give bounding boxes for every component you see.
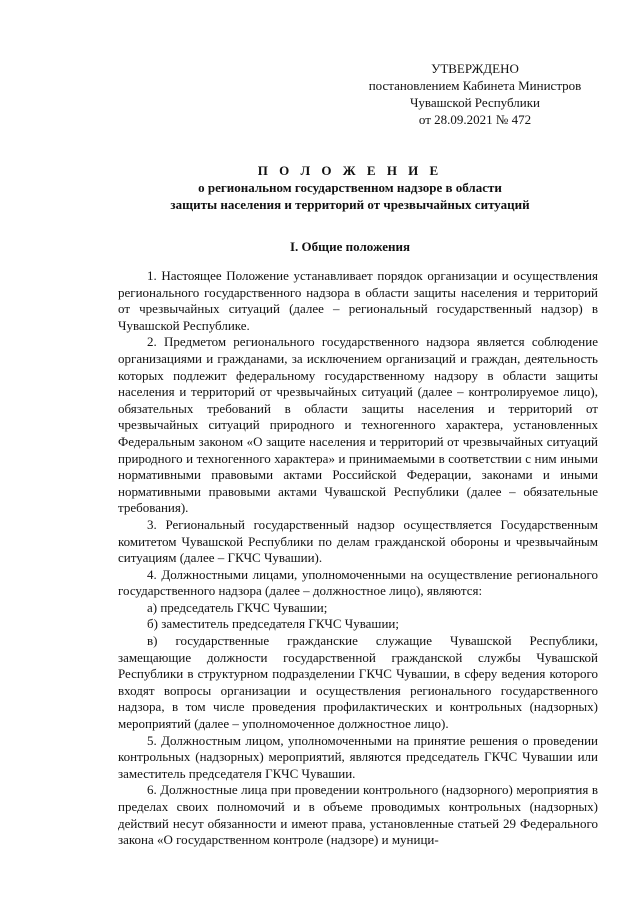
approval-stamp xyxy=(330,60,620,128)
paragraph-3: 3. Региональный государственный надзор осуществляется Государственным комитетом Чувашской Республики по делам гражданской обороны и чрезвычайным ситуациям (далее – ГКЧС Чувашии). xyxy=(118,516,598,566)
paragraph-4: 4. Должностными лицами, уполномоченными на осуществление регионального государственного надзора (далее – должностное лицо), являются: xyxy=(118,566,598,599)
list-item-b: б) заместитель председателя ГКЧС Чувашии; xyxy=(147,616,399,632)
approval-authority: постановлением Кабинета Министров xyxy=(368,78,582,93)
approval-region: Чувашской Республики xyxy=(409,95,541,110)
document-body xyxy=(118,268,598,849)
section-heading: I. Общие положения xyxy=(290,239,410,254)
paragraph-5: 5. Должностным лицом, уполномоченными на принятие решения о проведении контрольных (надзорных) мероприятий, являются председатель ГКЧС Чувашии или заместитель председателя ГКЧС Чувашии. xyxy=(118,732,598,781)
document-subtitle-line-1: о региональном государственном надзоре в области xyxy=(198,180,502,195)
document-title-block xyxy=(80,162,620,213)
paragraph-1: 1. Настоящее Положение устанавливает порядок организации и осуществления регионального государственного надзора в области защиты населения и территорий от чрезвычайных ситуаций (далее – региональный государственный надзор) в Чувашской Республике. xyxy=(118,268,598,333)
document-title: П О Л О Ж Е Н И Е xyxy=(257,163,443,178)
paragraph-6: 6. Должностные лица при проведении контрольного (надзорного) мероприятия в пределах своих полномочий и в объеме проводимых контрольных (надзорных) действий несут обязанности и имеют права, установленные статьей 29 Федерального закона «О государственном контроле (надзоре) и муници- xyxy=(118,782,598,848)
document-subtitle-line-2: защиты населения и территорий от чрезвычайных ситуаций xyxy=(170,197,530,212)
approval-title: УТВЕРЖДЕНО xyxy=(431,61,519,76)
list-item-v: в) государственные гражданские служащие Чувашской Республики, замещающие должности государственной гражданской службы Чувашской Республики в структурном подразделении ГКЧС Чувашии, в сферу ведения которого входят вопросы организации и осуществления регионального государственного надзора, в том числе проведения профилактических и контрольных (надзорных) мероприятий (далее – уполномоченное должностное лицо). xyxy=(118,633,598,732)
approval-date-number: от 28.09.2021 № 472 xyxy=(418,112,532,127)
paragraph-2: 2. Предметом регионального государственного надзора является соблюдение организациями и гражданами, за исключением организаций и граждан, деятельность которых подлежит федеральному государственному надзору в области защиты населения и территорий от чрезвычайных ситуаций (далее – контролируемое лицо), обязательных требований в области защиты населения и территорий от чрезвычайных ситуаций природного и техногенного характера, установленных Федеральным законом «О защите населения и территорий от чрезвычайных ситуаций природного и техногенного характера» и принимаемыми в соответствии с ним иными нормативными правовыми актами Российской Федерации, законами и иными нормативными правовыми актами Чувашской Республики (далее – обязательные требования). xyxy=(118,334,598,516)
list-item-a: а) председатель ГКЧС Чувашии; xyxy=(147,599,328,615)
